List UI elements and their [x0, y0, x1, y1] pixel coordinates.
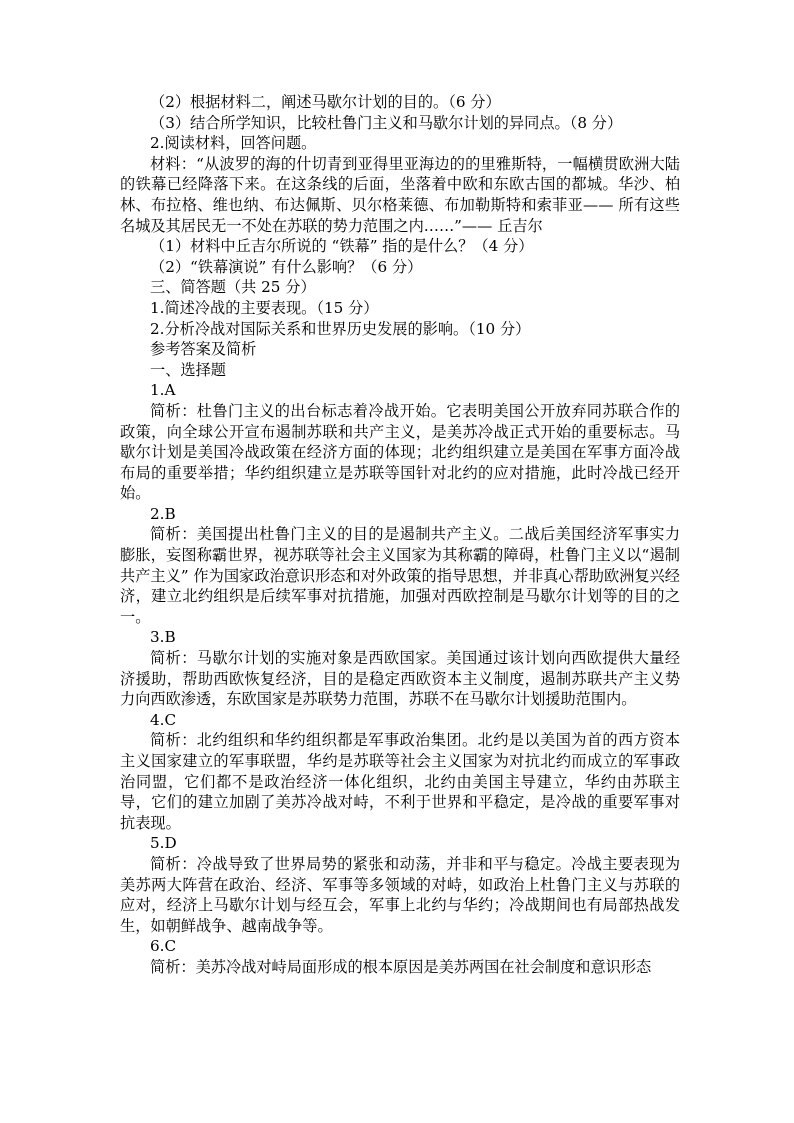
- answer-3: 3.B: [150, 628, 176, 647]
- answer-2-analysis: 简析：美国提出杜鲁门主义的目的是遏制共产主义。二战后美国经济军事实力膨胀，妄图称霸世界，视苏联等社会主义国家为其称霸的障碍，杜鲁门主义以“遏制共产主义” 作为国家政治意识形态和对外政策的指导思想，并非真心帮助欧洲复兴经济，建立北约组织是后续军事对抗措施，加强对西欧控制是马歇尔计划等的目的之一。: [120, 525, 680, 626]
- answer-4: 4.C: [150, 710, 177, 729]
- answer-3-analysis: 简析：马歇尔计划的实施对象是西欧国家。美国通过该计划向西欧提供大量经济援助，帮助西欧恢复经济，目的是稳定西欧资本主义制度，遏制苏联共产主义势力向西欧渗透，东欧国家是苏联势力范围，苏联不在马歇尔计划援助范围内。: [120, 649, 680, 709]
- answer-1-analysis: 简析：杜鲁门主义的出台标志着冷战开始。它表明美国公开放弃同苏联合作的政策，向全球公开宣布遏制苏联和共产主义，是美苏冷战正式开始的重要标志。马歇尔计划是美国冷战政策在经济方面的体现；北约组织建立是美国在军事方面冷战布局的重要举措；华约组织建立是苏联等国针对北约的应对措施，此时冷战已经开始。: [120, 401, 680, 503]
- material-churchill-quote: 材料：“从波罗的海的什切青到亚得里亚海边的的里雅斯特，一幅横贯欧洲大陆的铁幕已经降落下来。在这条线的后面，坐落着中欧和东欧古国的都城。华沙、柏林、布拉格、维也纳、布达佩斯、贝尔格莱德、布加勒斯特和索菲亚—— 所有这些名城及其居民无一不处在苏联的势力范围之内……”—— 丘吉尔: [120, 154, 680, 235]
- answer-5: 5.D: [150, 834, 177, 853]
- answer-1: 1.A: [150, 381, 176, 400]
- material-question-1: （1）材料中丘吉尔所说的 “铁幕” 指的是什么？（4 分）: [150, 237, 534, 256]
- answer-4-analysis: 简析：北约组织和华约组织都是军事政治集团。北约是以美国为首的西方资本主义国家建立的军事联盟，华约是苏联等社会主义国家为对抗北约而成立的军事政治同盟，它们都不是政治经济一体化组织，北约由美国主导建立，华约由苏联主导，它们的建立加剧了美苏冷战对峙，不利于世界和平稳定，是冷战的重要军事对抗表现。: [120, 731, 680, 832]
- short-answer-1: 1.简述冷战的主要表现。（15 分）: [150, 298, 379, 317]
- section-1-heading: 一、选择题: [150, 360, 226, 379]
- reading-question-2: 2.阅读材料，回答问题。: [150, 134, 317, 153]
- question-3-compare: （3）结合所学知识，比较杜鲁门主义和马歇尔计划的异同点。（8 分）: [150, 113, 623, 132]
- answer-2: 2.B: [150, 504, 176, 523]
- material-question-2: （2）“铁幕演说” 有什么影响？（6 分）: [150, 257, 423, 276]
- answer-5-analysis: 简析：冷战导致了世界局势的紧张和动荡，并非和平与稳定。冷战主要表现为美苏两大阵营在政治、经济、军事等多领域的对峙，如政治上杜鲁门主义与苏联的应对，经济上马歇尔计划与经互会，军事上北约与华约；冷战期间也有局部热战发生，如朝鲜战争、越南战争等。: [120, 854, 680, 935]
- answers-heading: 参考答案及简析: [150, 340, 257, 359]
- question-2-material-2: （2）根据材料二，阐述马歇尔计划的目的。（6 分）: [150, 93, 501, 111]
- answer-6: 6.C: [150, 937, 177, 956]
- section-3-heading: 三、简答题（共 25 分）: [150, 278, 316, 297]
- document-body: [120, 92, 680, 978]
- short-answer-2: 2.分析冷战对国际关系和世界历史发展的影响。（10 分）: [150, 319, 531, 338]
- answer-6-analysis: 简析：美苏冷战对峙局面形成的根本原因是美苏两国在社会制度和意识形态: [150, 957, 652, 976]
